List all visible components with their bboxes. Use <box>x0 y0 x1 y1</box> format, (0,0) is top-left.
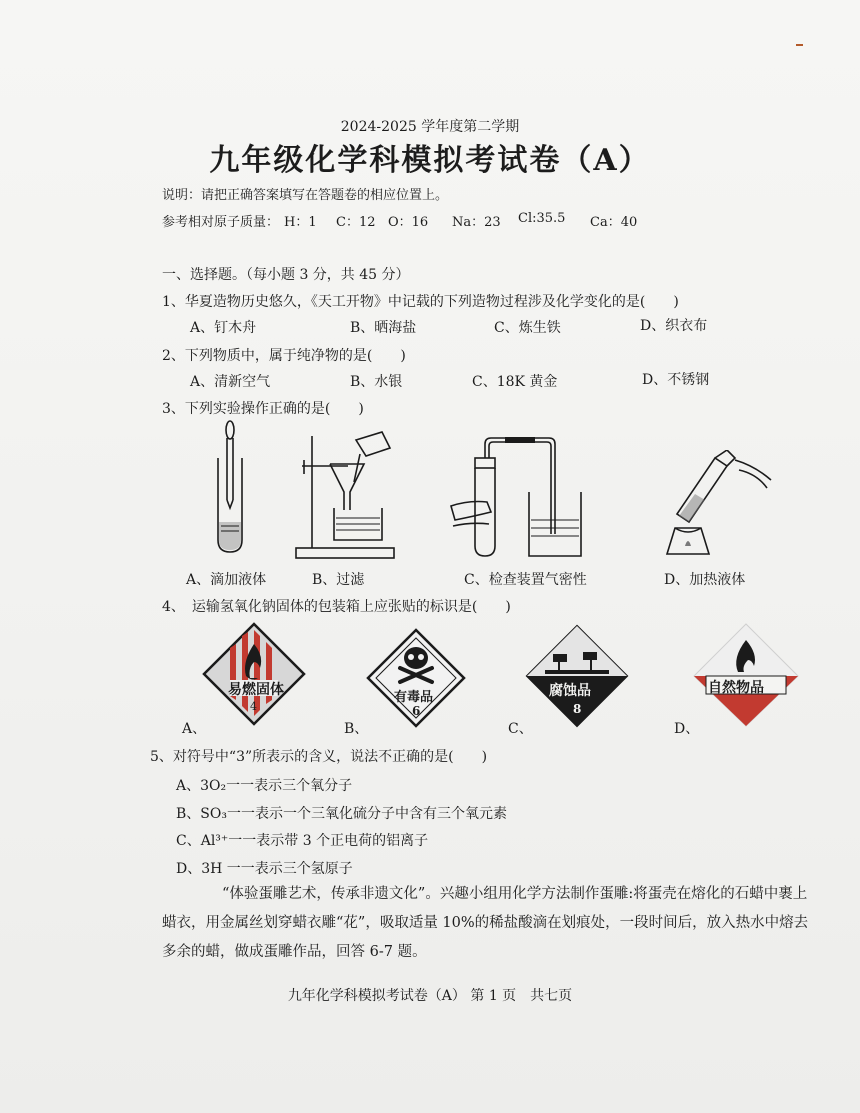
flammable-solid-sign-number: 4 <box>250 700 257 713</box>
atomic-mass-h: H：1 <box>284 215 317 230</box>
dropper-test-tube-diagram <box>205 418 255 558</box>
question-1-option-b: B、晒海盐 <box>350 320 417 336</box>
question-3-option-d: D、加热液体 <box>664 572 746 588</box>
page-footer: 九年化学科模拟考试卷（A） 第 1 页 共七页 <box>287 988 573 1004</box>
question-1-option-a: A、钉木舟 <box>190 320 257 336</box>
toxic-sign-number: 6 <box>412 704 421 718</box>
question-2-option-a: A、清新空气 <box>190 374 271 390</box>
atomic-mass-cl: Cl:35.5 <box>518 211 566 226</box>
atomic-mass-o: O：16 <box>388 215 429 230</box>
question-4-option-c: C、 <box>508 721 533 737</box>
spontaneous-combustion-sign <box>692 622 800 728</box>
spontaneous-combustion-sign-label: 自然物品 <box>708 680 764 696</box>
question-4-option-b: B、 <box>344 721 369 737</box>
question-1-option-d: D、织衣布 <box>640 318 708 334</box>
toxic-sign-label: 有毒品 <box>394 690 434 705</box>
atomic-mass-ca: Ca：40 <box>590 215 638 230</box>
edge-mark <box>796 44 803 46</box>
question-2-stem: 2、下列物质中，属于纯净物的是( ) <box>162 348 406 364</box>
question-3-option-a: A、滴加液体 <box>186 572 267 588</box>
question-2-option-b: B、水银 <box>350 374 403 390</box>
toxic-sign <box>366 628 466 728</box>
question-1-stem: 1、华夏造物历史悠久，《天工开物》中记载的下列造物过程涉及化学变化的是( ) <box>162 294 679 310</box>
atomic-mass-na: Na：23 <box>452 215 501 230</box>
section-title: 一、选择题。（每小题 3 分，共 45 分） <box>162 267 410 283</box>
question-2-option-d: D、不锈钢 <box>642 372 710 388</box>
corrosive-sign-number: 8 <box>573 702 582 716</box>
question-3-option-c: C、检查装置气密性 <box>464 572 587 588</box>
airtightness-check-diagram <box>445 430 595 560</box>
question-5-option-b: B、SO₃一一表示一个三氧化硫分子中含有三个氧元素 <box>176 806 507 822</box>
academic-year: 2024-2025 学年度第二学期 <box>340 119 520 135</box>
corrosive-sign <box>525 624 629 728</box>
page-title: 九年级化学科模拟考试卷（A） <box>209 143 651 178</box>
question-1-option-c: C、炼生铁 <box>494 320 561 336</box>
filtration-diagram <box>290 426 400 562</box>
passage-text: “体验蛋雕艺术，传承非遗文化”。兴趣小组用化学方法制作蛋雕:将蛋壳在熔化的石蜡中裹上蜡衣，用金属丝划穿蜡衣雕“花”，吸取适量 10%的稀盐酸滴在划痕处，一段时间后，放入热水中熔去多余的蜡，做成蛋雕作品，回答 6-7 题。 <box>162 886 809 960</box>
heating-liquid-diagram <box>655 450 780 558</box>
flammable-solid-sign-label: 易燃固体 <box>228 682 284 698</box>
question-4-stem: 4、 运输氢氧化钠固体的包装箱上应张贴的标识是( ) <box>162 599 511 615</box>
question-5-option-a: A、3O₂一一表示三个氧分子 <box>176 778 353 794</box>
atomic-mass-label: 参考相对原子质量： <box>162 215 280 230</box>
flammable-solid-sign <box>202 622 306 726</box>
corrosive-sign-label: 腐蚀品 <box>549 683 591 699</box>
question-3-option-b: B、过滤 <box>312 572 365 588</box>
question-5-option-d: D、3H 一一表示三个氢原子 <box>176 861 353 877</box>
question-5-stem: 5、对符号中“3”所表示的含义，说法不正确的是( ) <box>150 749 488 765</box>
question-4-option-a: A、 <box>182 721 207 737</box>
fire-icon <box>692 622 800 728</box>
question-2-option-c: C、18K 黄金 <box>472 374 558 390</box>
question-4-option-d: D、 <box>674 721 700 737</box>
question-3-stem: 3、下列实验操作正确的是( ) <box>162 401 364 417</box>
atomic-mass-c: C：12 <box>336 215 376 230</box>
question-5-option-c: C、Al³⁺一一表示带 3 个正电荷的铝离子 <box>176 833 429 849</box>
instruction-note: 说明：请把正确答案填写在答题卷的相应位置上。 <box>162 188 449 203</box>
